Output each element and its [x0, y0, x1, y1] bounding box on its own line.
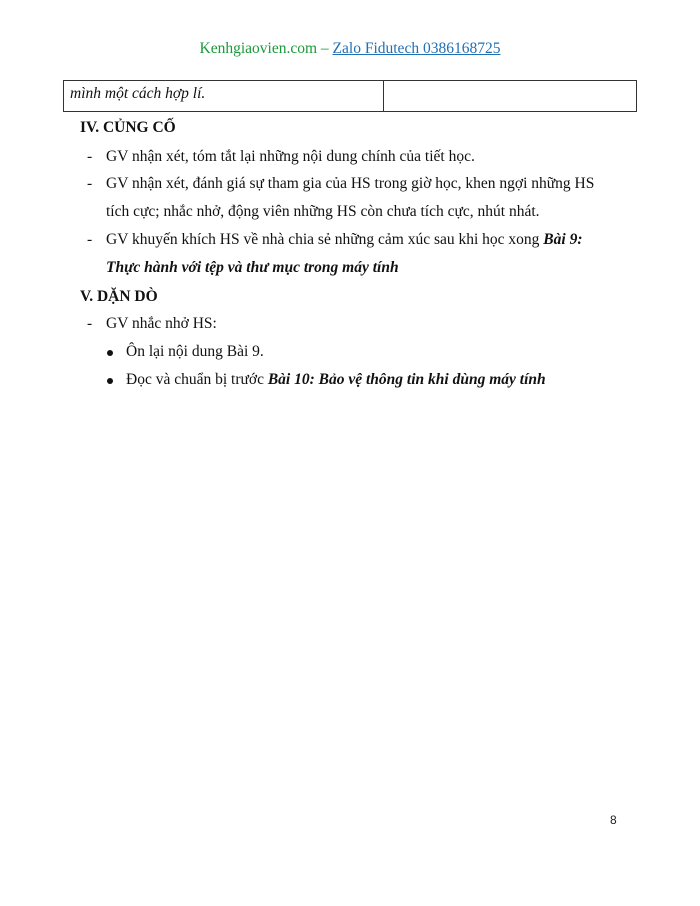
- dash-marker: -: [87, 175, 93, 192]
- dash-marker: -: [87, 231, 93, 248]
- section-4-item-3-text: GV khuyến khích HS về nhà chia sẻ những cảm xúc sau khi học xong: [106, 231, 544, 248]
- header-zalo-link[interactable]: Zalo Fidutech 0386168725: [332, 40, 501, 57]
- section-5-bullet-2-text: Đọc và chuẩn bị trước: [126, 371, 268, 388]
- table-row: [64, 81, 637, 112]
- section-5-bullet-1: Ôn lại nội dung Bài 9.: [126, 343, 264, 360]
- bullet-icon: [107, 350, 113, 356]
- section-4-item-3-lesson-title: Thực hành với tệp và thư mục trong máy tính: [106, 259, 399, 276]
- section-4-item-2-cont: tích cực; nhắc nhở, động viên những HS còn chưa tích cực, nhút nhát.: [106, 203, 540, 220]
- page-header: [0, 40, 700, 58]
- section-4-item-2: GV nhận xét, đánh giá sự tham gia của HS trong giờ học, khen ngợi những HS: [106, 175, 595, 192]
- section-5-intro: GV nhắc nhở HS:: [106, 315, 217, 332]
- header-site: Kenhgiaovien.com: [199, 40, 318, 57]
- section-4-item-3-lesson: Bài 9:: [543, 231, 583, 248]
- page-number: 8: [610, 813, 617, 827]
- section-4-item-3: [106, 231, 582, 249]
- section-5-bullet-2: [126, 371, 546, 389]
- dash-marker: -: [87, 148, 93, 165]
- section-4-item-1: GV nhận xét, tóm tắt lại những nội dung chính của tiết học.: [106, 148, 475, 165]
- section-5-title: V. DẶN DÒ: [80, 288, 158, 305]
- continued-table: [63, 80, 637, 112]
- section-5-bullet-2-lesson: Bài 10: Bảo vệ thông tin khi dùng máy tính: [267, 371, 546, 388]
- dash-marker: -: [87, 315, 93, 332]
- table-cell-left: mình một cách hợp lí.: [64, 81, 384, 112]
- table-cell-right: [384, 81, 637, 112]
- bullet-icon: [107, 378, 113, 384]
- section-4-title: IV. CỦNG CỐ: [80, 119, 176, 136]
- header-separator: –: [317, 40, 333, 57]
